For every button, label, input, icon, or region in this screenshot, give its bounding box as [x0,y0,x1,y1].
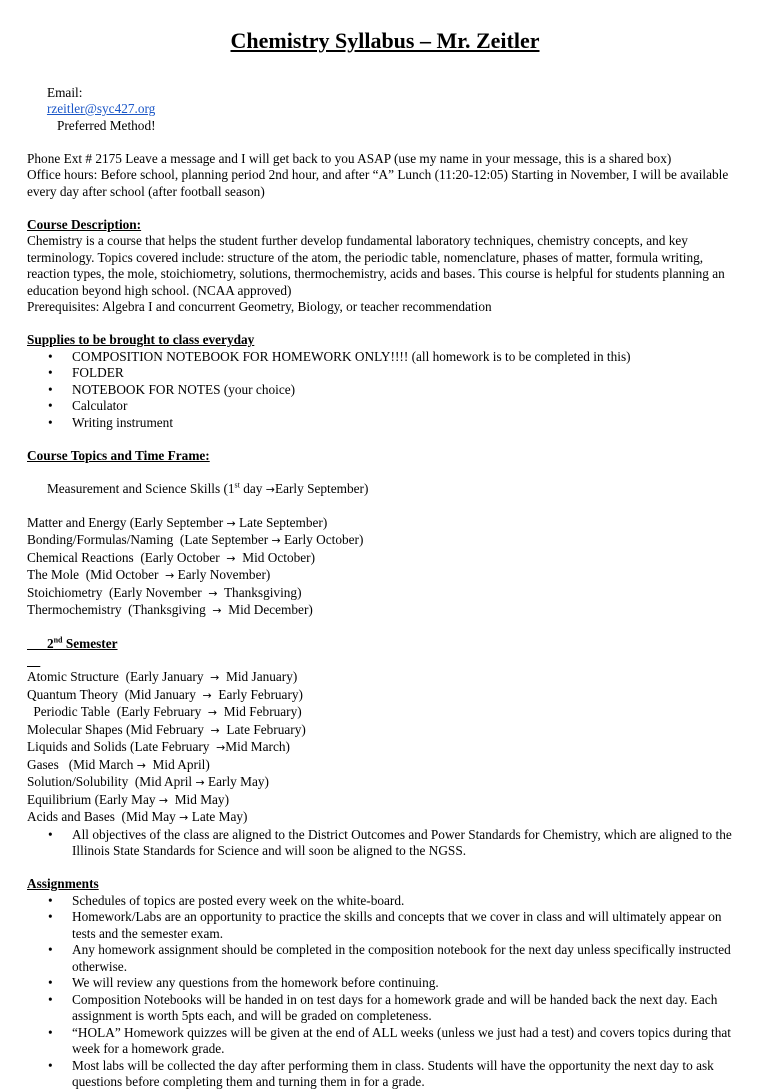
assignments-list [27,893,743,1091]
arrow-icon: → [265,482,275,496]
list-item: • Homework/Labs are an opportunity to practice the skills and concepts that we cover in class and will ultimately appear on tests and the semester exam. [48,909,722,941]
bullet-icon: • [48,991,53,1007]
list-item: • Calculator [48,398,128,413]
topic-line: Periodic Table (Early February → Mid February) [30,704,302,719]
bullet-icon: • [48,348,53,364]
topic-line: Stoichiometry (Early November → Thanksgiving) [27,584,302,600]
topic-line: The Mole (Mid October → Early November) [27,567,271,582]
topic-line: Chemical Reactions (Early October → Mid October) [27,549,316,565]
list-item: • “HOLA” Homework quizzes will be given at the end of ALL weeks (unless we just had a test) and covers topics during that week for a homework grade. [48,1024,732,1056]
bullet-icon: • [48,826,53,842]
topic-line: Liquids and Solids (Late February →Mid March) [27,739,290,754]
topic-line: Equilibrium (Early May → Mid May) [27,791,230,807]
office-hours: Office hours: Before school, planning period 2nd hour, and after “A” Lunch (11:20-12:05) Starting in November, I will be available every day after school (after football season) [27,167,729,199]
arrow-icon: → [195,776,205,789]
arrow-icon: → [226,551,236,565]
prerequisites: Prerequisites: Algebra I and concurrent Geometry, Biology, or teacher recommendation [27,299,492,314]
list-item: • NOTEBOOK FOR NOTES (your choice) [48,381,296,397]
supplies-section [27,332,743,431]
topic-line: Quantum Theory (Mid January → Early February) [27,686,303,702]
contact-section [27,68,743,200]
list-item: • Most labs will be collected the day after performing them in class. Students will have the opportunity the next day to ask questions before completing them and turning them in for a grade. [48,1057,714,1089]
arrow-icon: → [165,569,175,582]
arrow-icon: → [136,758,146,772]
assignments-section [27,876,743,1091]
bullet-icon: • [48,975,53,990]
topic-line: Matter and Energy (Early September → Late September) [27,514,328,530]
arrow-icon: → [179,811,189,824]
arrow-icon: → [158,793,169,807]
email-note: Preferred Method! [56,117,156,133]
email-link[interactable]: rzeitler@syc427.org [46,101,156,116]
assignments-heading: Assignments [27,876,99,891]
course-description-section [27,217,743,316]
arrow-icon: → [202,688,212,702]
supplies-heading: Supplies to be brought to class everyday [27,332,255,347]
email-line [27,68,743,151]
email-label: Email: [46,84,83,100]
phone-line: Phone Ext # 2175 Leave a message and I will get back to you ASAP (use my name in your message, this is a shared box) [27,150,672,166]
list-item: • All objectives of the class are aligned to the District Outcomes and Power Standards for Chemistry, which are aligned to the Illinois State Standards for Science and will soon be aligned to the NGSS. [48,826,732,858]
supplies-list [27,349,743,432]
list-item: • COMPOSITION NOTEBOOK FOR HOMEWORK ONLY!!!! (all homework is to be completed in this) [48,348,631,364]
bullet-icon: • [48,398,53,413]
bullet-icon: • [48,892,53,908]
list-item: • Composition Notebooks will be handed in on test days for a homework grade and will be handed back the next day. Each assignment is worth 5pts each, and will be graded on completeness. [48,991,718,1023]
bullet-icon: • [48,942,53,957]
topic-line: Acids and Bases (Mid May → Late May) [27,809,248,824]
bullet-icon: • [48,365,53,380]
arrow-icon: → [208,586,218,600]
topic-line: Solution/Solubility (Mid April → Early May) [27,774,269,789]
arrow-icon: → [212,604,222,617]
page-title: Chemistry Syllabus – Mr. Zeitler [230,28,540,53]
bullet-icon: • [48,1057,53,1073]
syllabus-page [27,28,743,1091]
bullet-icon: • [48,909,53,924]
list-item: • Writing instrument [48,414,174,430]
arrow-icon: → [210,671,220,684]
topic-line: Bonding/Formulas/Naming (Late September → Early October) [27,532,364,547]
bullet-icon: • [48,1024,53,1040]
topics-section [27,448,743,860]
topic-line: Measurement and Science Skills (1st day →Early September) [46,480,369,496]
bullet-icon: • [48,381,53,397]
arrow-icon: → [226,516,236,530]
topic-line: Molecular Shapes (Mid February → Late February) [27,721,306,737]
topic-line: Atomic Structure (Early January → Mid January) [27,669,298,684]
topics-note-list [27,827,743,860]
topics-heading: Course Topics and Time Frame: [27,447,210,463]
list-item: • Schedules of topics are posted every week on the white-board. [48,892,405,908]
topic-line: Thermochemistry (Thanksgiving → Mid December) [27,602,313,617]
list-item: • FOLDER [48,365,124,380]
list-item: • Any homework assignment should be completed in the composition notebook for the next day unless specifically instructed otherwise. [48,942,731,974]
second-semester-heading: 2nd Semester [46,635,118,651]
arrow-icon: → [216,741,226,754]
course-description-heading: Course Description: [27,216,142,232]
bullet-icon: • [48,414,53,430]
course-description-text: Chemistry is a course that helps the student further develop fundamental laboratory techniques, chemistry concepts, and key terminology. Topics covered include: structure of the atom, the periodic table, nomenclature, phases of matter, formula writing, reaction types, the mole, stoichiometry, solutions, thermochemistry, acids and bases. This course is helpful for students planning an education beyond high school. (NCAA approved) [27,233,725,298]
list-item: • We will review any questions from the homework before continuing. [48,975,439,990]
topic-line: Gases (Mid March → Mid April) [27,756,210,772]
arrow-icon: → [207,706,218,719]
arrow-icon: → [271,534,281,547]
arrow-icon: → [210,723,220,737]
